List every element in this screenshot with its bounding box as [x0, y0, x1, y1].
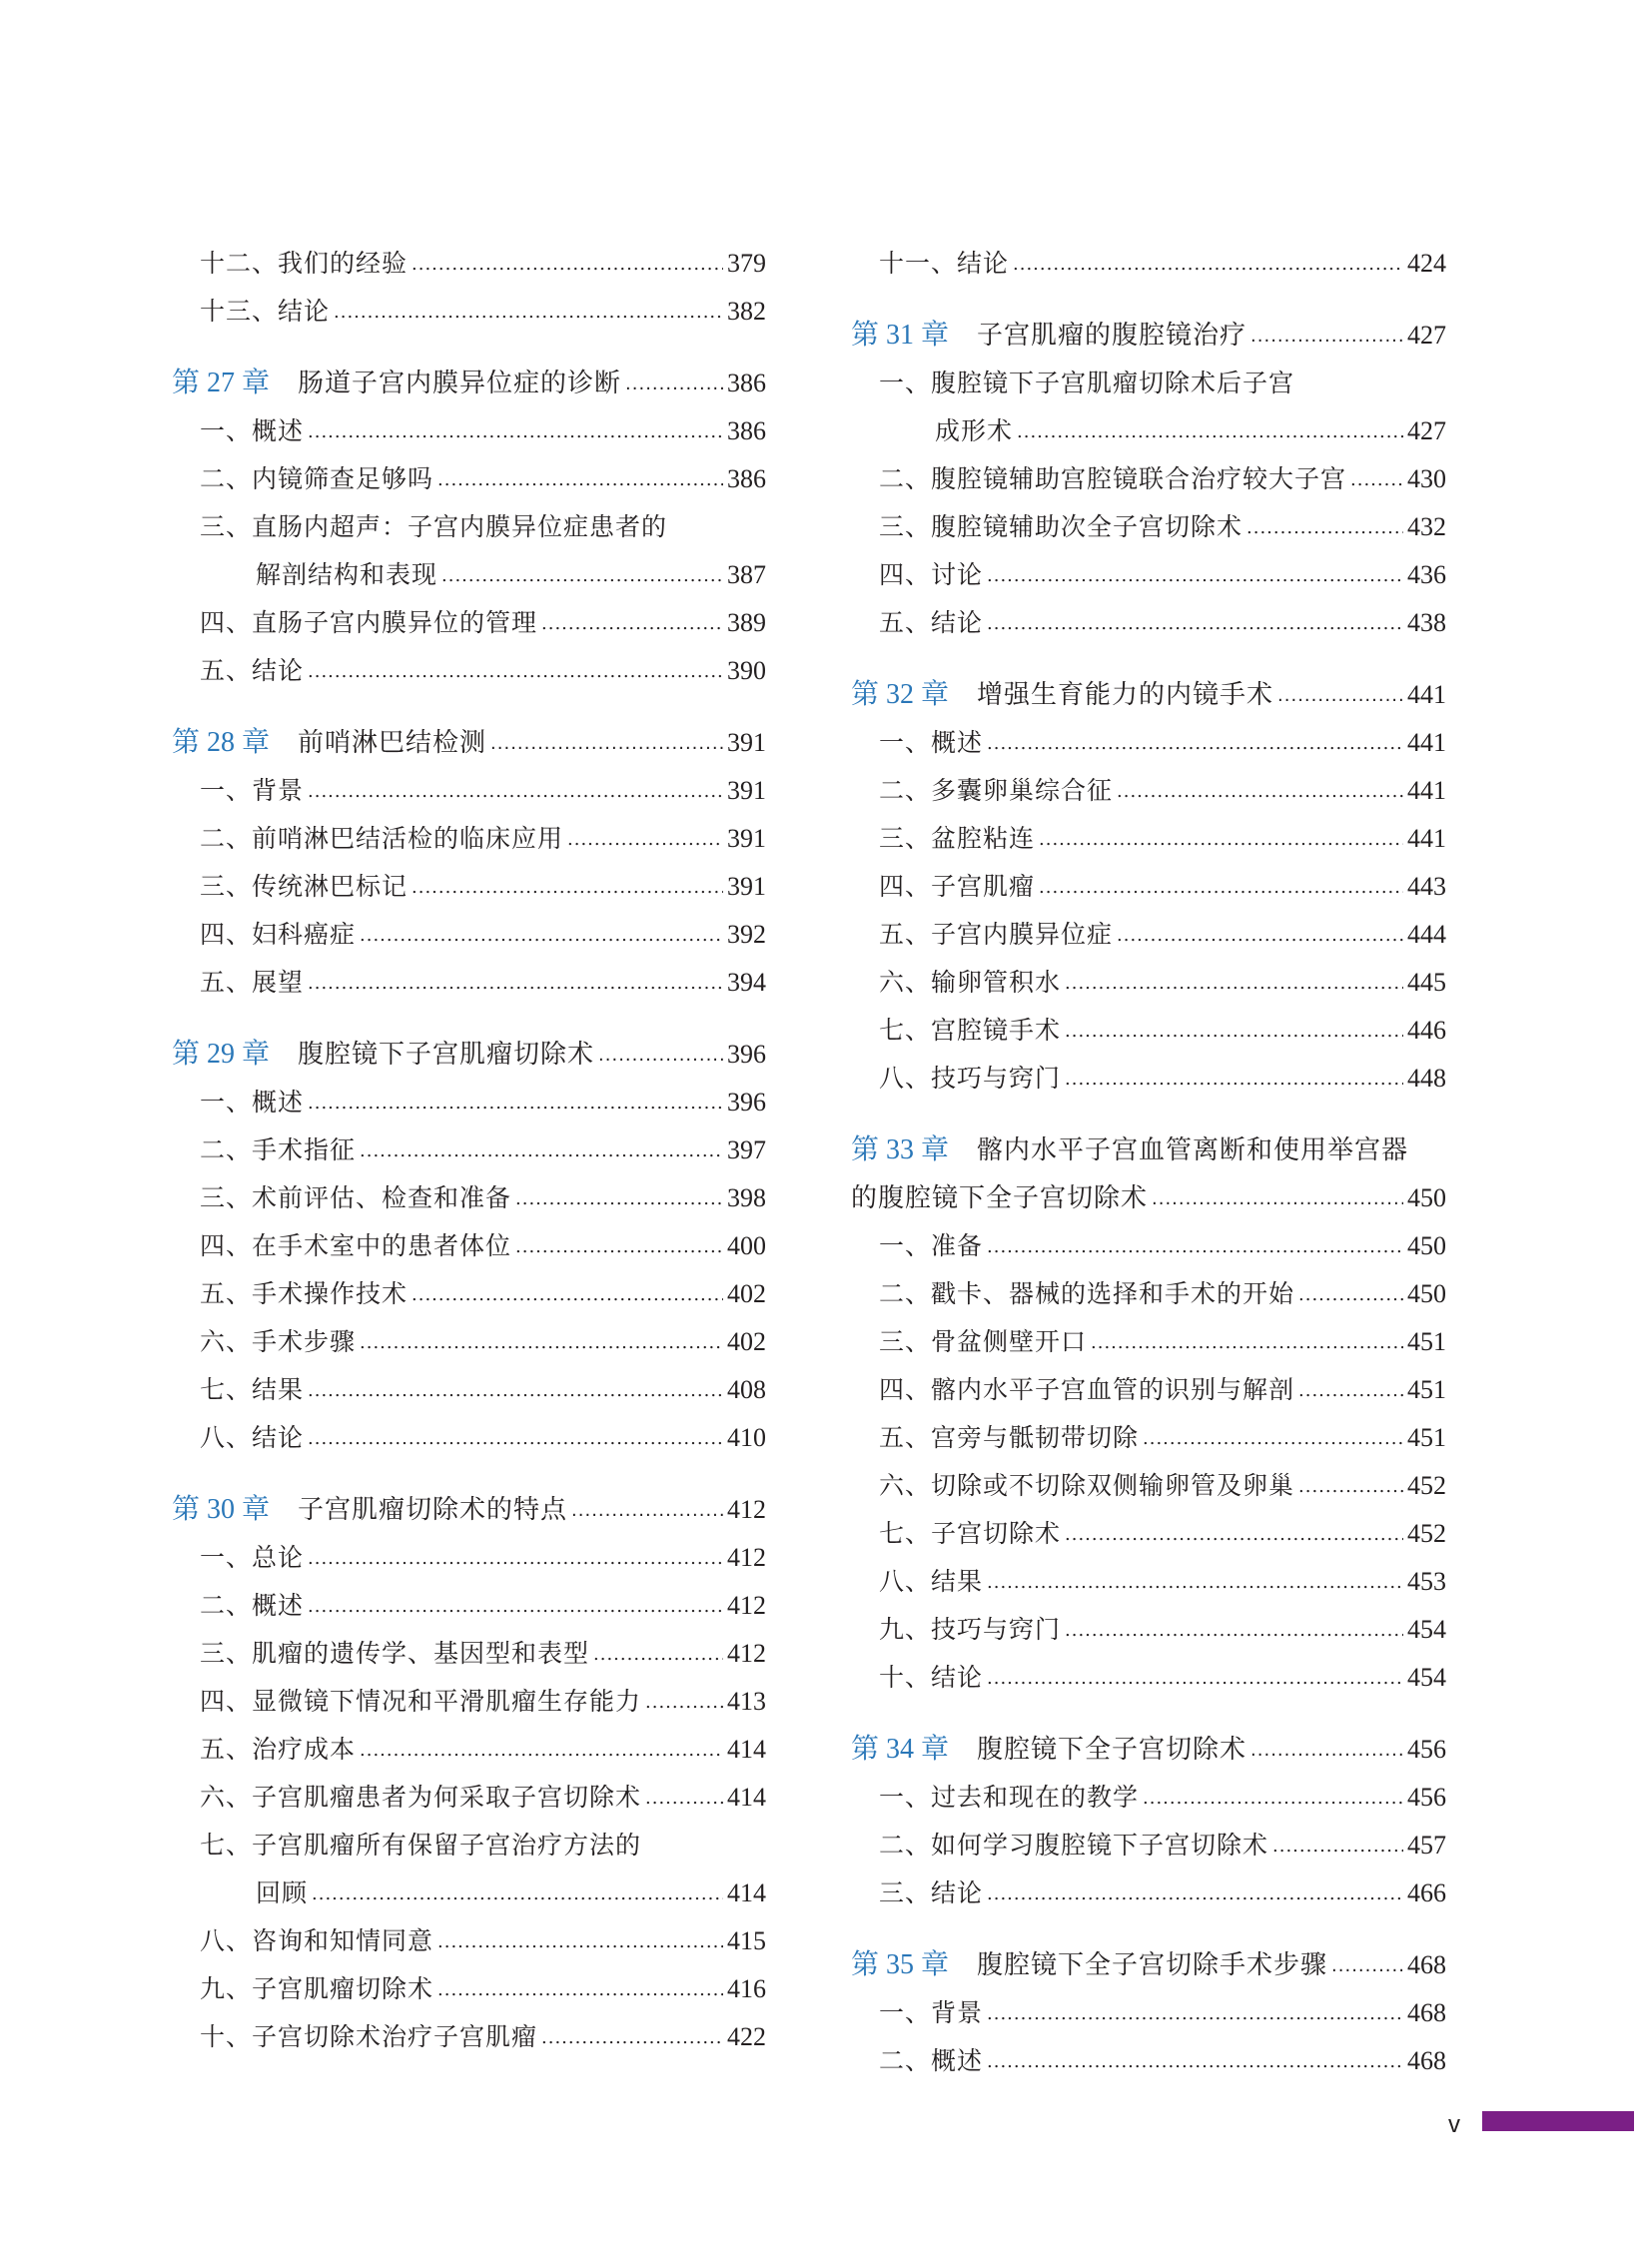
toc-section-entry[interactable]	[172, 2013, 766, 2061]
section-title: 一、总论	[200, 1543, 305, 1572]
dot-leader	[437, 453, 723, 504]
toc-section-entry[interactable]	[851, 1774, 1446, 1822]
toc-section-entry[interactable]	[172, 455, 766, 503]
toc-section-entry[interactable]	[172, 1726, 766, 1774]
toc-section-entry[interactable]	[851, 1055, 1446, 1103]
section-title: 十二、我们的经验	[200, 249, 409, 278]
toc-section-entry[interactable]	[172, 1270, 766, 1318]
section-title: 七、宫腔镜手术	[879, 1016, 1062, 1045]
page-number-ref: 451	[1407, 1375, 1446, 1404]
section-title: 六、子宫肌瘤患者为何采取子宫切除术	[200, 1783, 642, 1812]
toc-section-entry[interactable]	[851, 959, 1446, 1007]
page-number-ref: 379	[727, 249, 766, 278]
page-number-ref: 386	[727, 369, 766, 397]
page-number-ref: 416	[727, 1974, 766, 2003]
page-number-ref: 422	[727, 2022, 766, 2051]
section-title: 三、腹腔镜辅助次全子宫切除术	[879, 512, 1243, 541]
toc-section-entry[interactable]	[851, 1558, 1446, 1606]
page-number-ref: 412	[727, 1591, 766, 1620]
toc-section-entry[interactable]	[172, 1079, 766, 1126]
toc-section-entry[interactable]	[851, 911, 1446, 959]
chapter-number: 第 31 章	[851, 320, 950, 351]
section-title: 三、骨盆侧壁开口	[879, 1327, 1088, 1356]
section-title: 一、概述	[200, 1088, 305, 1117]
section-title: 八、技巧与窍门	[879, 1064, 1062, 1093]
dot-leader	[593, 1628, 723, 1679]
page-number-ref: 412	[727, 1543, 766, 1572]
toc-section-entry[interactable]	[172, 1678, 766, 1726]
page-number-ref: 391	[727, 776, 766, 805]
toc-section-entry[interactable]	[851, 455, 1446, 503]
accent-bar	[1482, 2111, 1634, 2131]
dot-leader	[987, 1868, 1403, 1918]
section-title: 一、概述	[200, 416, 305, 445]
section-title: 三、肌瘤的遗传学、基因型和表型	[200, 1639, 590, 1668]
toc-section-entry[interactable]	[851, 815, 1446, 863]
toc-column-left	[172, 240, 766, 2061]
dot-leader	[515, 1220, 723, 1271]
dot-leader	[1065, 1005, 1403, 1056]
page-number-ref: 468	[1407, 1950, 1446, 1979]
chapter-number: 第 30 章	[172, 1494, 271, 1525]
chapter-title: 髂内水平子宫血管离断和使用举宫器	[977, 1135, 1409, 1165]
section-title: 回顾	[256, 1878, 309, 1907]
section-title: 解剖结构和表现	[256, 560, 438, 589]
section-title: 八、结果	[879, 1567, 984, 1596]
toc-chapter-entry-continued[interactable]	[851, 1174, 1446, 1222]
dot-leader	[312, 1868, 723, 1918]
dot-leader	[645, 1676, 723, 1727]
toc-section-entry[interactable]	[172, 599, 766, 647]
dot-leader	[1272, 1820, 1403, 1870]
section-title: 一、背景	[200, 776, 305, 805]
page-number-ref: 412	[727, 1639, 766, 1668]
dot-leader	[1013, 238, 1403, 289]
dot-leader	[1065, 1053, 1403, 1104]
toc-section-entry[interactable]	[172, 551, 766, 599]
dot-leader	[1065, 1604, 1403, 1655]
section-title: 十、子宫切除术治疗子宫肌瘤	[200, 2022, 538, 2051]
dot-leader	[1250, 310, 1403, 361]
toc-section-entry[interactable]	[851, 1222, 1446, 1270]
toc-section-entry[interactable]	[172, 1869, 766, 1917]
section-title: 九、子宫肌瘤切除术	[200, 1974, 434, 2003]
dot-leader	[571, 1484, 723, 1535]
toc-chapter-entry[interactable]	[172, 1486, 766, 1534]
page-number-ref: 451	[1407, 1327, 1446, 1356]
toc-section-entry[interactable]	[172, 1174, 766, 1222]
page-number-ref: 414	[727, 1783, 766, 1812]
page-number-ref: 454	[1407, 1663, 1446, 1692]
page-number-ref: 445	[1407, 968, 1446, 997]
section-title: 四、讨论	[879, 560, 984, 589]
toc-section-entry[interactable]	[851, 1510, 1446, 1558]
dot-leader	[308, 1532, 723, 1583]
dot-leader	[1091, 1316, 1403, 1367]
dot-leader	[360, 1316, 723, 1367]
page-number-ref: 414	[727, 1878, 766, 1907]
page-number-ref: 396	[727, 1088, 766, 1117]
dot-leader	[1298, 1268, 1403, 1319]
toc-chapter-entry[interactable]	[172, 360, 766, 407]
dot-leader	[1298, 1460, 1403, 1511]
toc-chapter-entry[interactable]	[851, 1726, 1446, 1774]
page-number-ref: 456	[1407, 1735, 1446, 1764]
dot-leader	[1117, 765, 1403, 816]
section-title: 六、切除或不切除双侧输卵管及卵巢	[879, 1471, 1295, 1500]
page-number-ref: 430	[1407, 464, 1446, 493]
page-number-ref: 441	[1407, 776, 1446, 805]
section-title: 五、结论	[200, 656, 305, 685]
dot-leader	[1117, 909, 1403, 960]
page-number-ref: 402	[727, 1279, 766, 1308]
page-number-ref: 408	[727, 1375, 766, 1404]
section-title: 四、在手术室中的患者体位	[200, 1231, 512, 1260]
chapter-number: 第 27 章	[172, 368, 271, 398]
page-number-ref: 391	[727, 824, 766, 853]
section-title: 一、背景	[879, 1998, 984, 2027]
dot-leader	[1017, 405, 1403, 456]
toc-section-entry[interactable]	[172, 1582, 766, 1630]
page-number-ref: 441	[1407, 728, 1446, 757]
page-number-ref: 397	[727, 1135, 766, 1164]
dot-leader	[987, 1987, 1403, 2038]
dot-leader	[598, 1029, 723, 1080]
page-number-ref: 412	[727, 1495, 766, 1524]
toc-section-entry[interactable]	[851, 503, 1446, 551]
toc-section-entry[interactable]	[172, 1917, 766, 1965]
dot-leader	[1152, 1172, 1403, 1223]
dot-leader	[360, 1724, 723, 1775]
page-number-ref: 394	[727, 968, 766, 997]
dot-leader	[987, 597, 1403, 648]
dot-leader	[1143, 1772, 1403, 1823]
page-number-ref: 402	[727, 1327, 766, 1356]
page-number-ref: 454	[1407, 1615, 1446, 1644]
page-number-ref: 413	[727, 1687, 766, 1716]
page-number-ref: 444	[1407, 920, 1446, 949]
page-number-ref: 446	[1407, 1016, 1446, 1045]
section-title: 二、如何学习腹腔镜下子宫切除术	[879, 1831, 1269, 1860]
page-number-ref: 438	[1407, 608, 1446, 637]
dot-leader	[1065, 957, 1403, 1008]
toc-section-entry[interactable]	[851, 1606, 1446, 1654]
section-title: 三、传统淋巴标记	[200, 872, 409, 901]
section-title: 二、概述	[879, 2046, 984, 2075]
section-title: 一、概述	[879, 728, 984, 757]
page-number-ref: 400	[727, 1231, 766, 1260]
dot-leader	[1039, 813, 1403, 864]
toc-section-entry[interactable]	[851, 1366, 1446, 1414]
dot-leader	[645, 1772, 723, 1823]
page-number-ref: 427	[1407, 416, 1446, 445]
section-title: 十、结论	[879, 1663, 984, 1692]
dot-leader	[987, 717, 1403, 768]
dot-leader	[1246, 501, 1403, 552]
section-title: 成形术	[935, 416, 1014, 445]
toc-section-entry[interactable]	[172, 767, 766, 815]
toc-section-entry[interactable]	[172, 407, 766, 455]
page-number-ref: 392	[727, 920, 766, 949]
toc-section-entry[interactable]	[172, 1318, 766, 1366]
toc-section-entry[interactable]	[851, 1869, 1446, 1917]
toc-section-entry[interactable]	[172, 959, 766, 1007]
section-title: 六、输卵管积水	[879, 968, 1062, 997]
page-number-ref: 415	[727, 1926, 766, 1955]
toc-section-entry[interactable]	[851, 1007, 1446, 1055]
dot-leader	[567, 813, 723, 864]
page-number-ref: 432	[1407, 512, 1446, 541]
page-number-ref: 424	[1407, 249, 1446, 278]
dot-leader	[441, 549, 723, 600]
section-title: 六、手术步骤	[200, 1327, 357, 1356]
section-title: 一、腹腔镜下子宫肌瘤切除术后子宫	[879, 369, 1295, 397]
page-number-ref: 466	[1407, 1878, 1446, 1907]
section-title: 十一、结论	[879, 249, 1010, 278]
toc-section-entry[interactable]	[851, 1822, 1446, 1869]
toc-section-entry[interactable]	[172, 863, 766, 911]
section-title: 二、内镜筛查足够吗	[200, 464, 434, 493]
toc-section-entry[interactable]	[172, 1414, 766, 1462]
page-number-ref: 468	[1407, 2046, 1446, 2075]
dot-leader	[987, 1556, 1403, 1607]
chapter-number: 第 28 章	[172, 727, 271, 758]
toc-section-entry[interactable]	[172, 1774, 766, 1822]
chapter-title: 前哨淋巴结检测	[298, 728, 487, 758]
section-title: 四、直肠子宫内膜异位的管理	[200, 608, 538, 637]
toc-section-entry[interactable]	[172, 1630, 766, 1678]
dot-leader	[1277, 669, 1403, 720]
toc-chapter-entry[interactable]	[851, 671, 1446, 719]
dot-leader	[308, 1412, 723, 1463]
section-title: 五、治疗成本	[200, 1735, 357, 1764]
toc-section-entry[interactable]	[172, 647, 766, 695]
toc-section-entry[interactable]	[851, 1414, 1446, 1462]
section-title: 三、盆腔粘连	[879, 824, 1036, 853]
dot-leader	[308, 1077, 723, 1127]
section-title: 二、戳卡、器械的选择和手术的开始	[879, 1279, 1295, 1308]
toc-section-entry[interactable]	[851, 240, 1446, 288]
toc-section-entry[interactable]	[851, 719, 1446, 767]
page-number-ref: 441	[1407, 824, 1446, 853]
toc-section-entry[interactable]	[851, 1989, 1446, 2037]
chapter-title: 腹腔镜下子宫肌瘤切除术	[298, 1040, 595, 1070]
dot-leader	[1143, 1412, 1403, 1463]
toc-section-entry[interactable]	[851, 2037, 1446, 2085]
toc-section-entry[interactable]	[851, 1654, 1446, 1702]
section-title: 二、腹腔镜辅助宫腔镜联合治疗较大子宫	[879, 464, 1347, 493]
toc-section-entry[interactable]	[172, 240, 766, 288]
chapter-title: 增强生育能力的内镜手术	[977, 680, 1274, 710]
dot-leader	[541, 2011, 723, 2062]
section-title: 四、妇科癌症	[200, 920, 357, 949]
toc-section-entry[interactable]	[172, 911, 766, 959]
dot-leader	[334, 286, 723, 337]
page-number-ref: 386	[727, 464, 766, 493]
chapter-title: 肠道子宫内膜异位症的诊断	[298, 369, 622, 398]
dot-leader	[987, 549, 1403, 600]
page-number-ref: 452	[1407, 1471, 1446, 1500]
dot-leader	[987, 1652, 1403, 1703]
section-title: 九、技巧与窍门	[879, 1615, 1062, 1644]
page-number: v	[1448, 2111, 1460, 2138]
toc-section-entry[interactable]	[851, 407, 1446, 455]
toc-chapter-entry[interactable]	[172, 719, 766, 767]
section-title: 五、手术操作技术	[200, 1279, 409, 1308]
toc-section-entry[interactable]	[172, 1822, 766, 1869]
page-number-ref: 452	[1407, 1519, 1446, 1548]
toc-chapter-entry[interactable]	[851, 1126, 1446, 1174]
page-number-ref: 441	[1407, 680, 1446, 709]
page-number-ref: 468	[1407, 1998, 1446, 2027]
page-number-ref: 457	[1407, 1831, 1446, 1860]
section-title: 二、手术指征	[200, 1135, 357, 1164]
dot-leader	[1298, 1364, 1403, 1415]
section-title: 五、宫旁与骶韧带切除	[879, 1423, 1140, 1452]
dot-leader	[1039, 861, 1403, 912]
toc-chapter-entry[interactable]	[851, 1941, 1446, 1989]
page-number-ref: 450	[1407, 1279, 1446, 1308]
toc-section-entry[interactable]	[851, 1462, 1446, 1510]
toc-chapter-entry[interactable]	[851, 312, 1446, 360]
page-number-ref: 391	[727, 728, 766, 757]
dot-leader	[1065, 1508, 1403, 1559]
section-title: 二、前哨淋巴结活检的临床应用	[200, 824, 564, 853]
dot-leader	[1250, 1724, 1403, 1775]
section-title: 七、结果	[200, 1375, 305, 1404]
page-number-ref: 398	[727, 1183, 766, 1212]
page-number-ref: 387	[727, 560, 766, 589]
dot-leader	[308, 645, 723, 696]
page-number-ref: 389	[727, 608, 766, 637]
toc-section-entry[interactable]	[851, 1318, 1446, 1366]
toc-column-right	[851, 240, 1446, 2085]
section-title: 三、结论	[879, 1878, 984, 1907]
dot-leader	[412, 861, 723, 912]
toc-section-entry[interactable]	[172, 815, 766, 863]
dot-leader	[437, 1915, 723, 1966]
toc-section-entry[interactable]	[851, 551, 1446, 599]
dot-leader	[412, 238, 723, 289]
dot-leader	[308, 405, 723, 456]
toc-section-entry[interactable]	[851, 360, 1446, 407]
page-number-ref: 436	[1407, 560, 1446, 589]
dot-leader	[515, 1172, 723, 1223]
chapter-title: 子宫肌瘤的腹腔镜治疗	[977, 321, 1247, 351]
section-title: 八、咨询和知情同意	[200, 1926, 434, 1955]
dot-leader	[625, 358, 723, 408]
toc-section-entry[interactable]	[851, 1270, 1446, 1318]
section-title: 三、术前评估、检查和准备	[200, 1183, 512, 1212]
page-number-ref: 448	[1407, 1064, 1446, 1093]
chapter-title: 腹腔镜下全子宫切除术	[977, 1735, 1247, 1765]
dot-leader	[308, 957, 723, 1008]
page-number-ref: 390	[727, 656, 766, 685]
section-title: 七、子宫肌瘤所有保留子宫治疗方法的	[200, 1831, 642, 1860]
section-title: 五、子宫内膜异位症	[879, 920, 1114, 949]
page-number-ref: 410	[727, 1423, 766, 1452]
page-number-ref: 450	[1407, 1183, 1446, 1212]
chapter-number: 第 34 章	[851, 1734, 950, 1765]
dot-leader	[490, 717, 723, 768]
dot-leader	[360, 1124, 723, 1175]
chapter-title: 子宫肌瘤切除术的特点	[298, 1495, 568, 1525]
page-number-ref: 396	[727, 1040, 766, 1069]
section-title: 三、直肠内超声：子宫内膜异位症患者的	[200, 512, 668, 541]
toc-section-entry[interactable]	[172, 503, 766, 551]
section-title: 二、概述	[200, 1591, 305, 1620]
toc-section-entry[interactable]	[172, 1965, 766, 2013]
dot-leader	[308, 765, 723, 816]
section-title: 七、子宫切除术	[879, 1519, 1062, 1548]
chapter-number: 第 32 章	[851, 679, 950, 710]
dot-leader	[437, 1963, 723, 2014]
dot-leader	[541, 597, 723, 648]
page-number-ref: 450	[1407, 1231, 1446, 1260]
toc-section-entry[interactable]	[851, 863, 1446, 911]
section-title: 一、过去和现在的教学	[879, 1783, 1140, 1812]
dot-leader	[1350, 453, 1403, 504]
section-title: 五、展望	[200, 968, 305, 997]
toc-section-entry[interactable]	[172, 1366, 766, 1414]
toc-section-entry[interactable]	[851, 767, 1446, 815]
dot-leader	[412, 1268, 723, 1319]
page-number-ref: 414	[727, 1735, 766, 1764]
toc-section-entry[interactable]	[851, 599, 1446, 647]
toc-section-entry[interactable]	[172, 288, 766, 336]
toc-section-entry[interactable]	[172, 1222, 766, 1270]
dot-leader	[308, 1580, 723, 1631]
page-number-ref: 443	[1407, 872, 1446, 901]
page-number-ref: 391	[727, 872, 766, 901]
chapter-number: 第 33 章	[851, 1134, 950, 1165]
section-title: 五、结论	[879, 608, 984, 637]
page-number-ref: 382	[727, 297, 766, 326]
toc-section-entry[interactable]	[172, 1126, 766, 1174]
page-number-ref: 453	[1407, 1567, 1446, 1596]
section-title: 二、多囊卵巢综合征	[879, 776, 1114, 805]
section-title: 四、子宫肌瘤	[879, 872, 1036, 901]
chapter-title: 腹腔镜下全子宫切除手术步骤	[977, 1950, 1328, 1980]
section-title: 十三、结论	[200, 297, 331, 326]
section-title: 一、准备	[879, 1231, 984, 1260]
page-number-ref: 427	[1407, 321, 1446, 350]
page-number-ref: 451	[1407, 1423, 1446, 1452]
section-title: 四、显微镜下情况和平滑肌瘤生存能力	[200, 1687, 642, 1716]
section-title: 四、髂内水平子宫血管的识别与解剖	[879, 1375, 1295, 1404]
section-title: 八、结论	[200, 1423, 305, 1452]
toc-chapter-entry[interactable]	[172, 1031, 766, 1079]
chapter-number: 第 29 章	[172, 1039, 271, 1070]
chapter-number: 第 35 章	[851, 1949, 950, 1980]
page-number-ref: 386	[727, 416, 766, 445]
dot-leader	[987, 2035, 1403, 2086]
dot-leader	[1331, 1939, 1403, 1990]
page-number-ref: 456	[1407, 1783, 1446, 1812]
dot-leader	[360, 909, 723, 960]
dot-leader	[987, 1220, 1403, 1271]
dot-leader	[308, 1364, 723, 1415]
toc-section-entry[interactable]	[172, 1534, 766, 1582]
chapter-title: 的腹腔镜下全子宫切除术	[851, 1183, 1149, 1213]
